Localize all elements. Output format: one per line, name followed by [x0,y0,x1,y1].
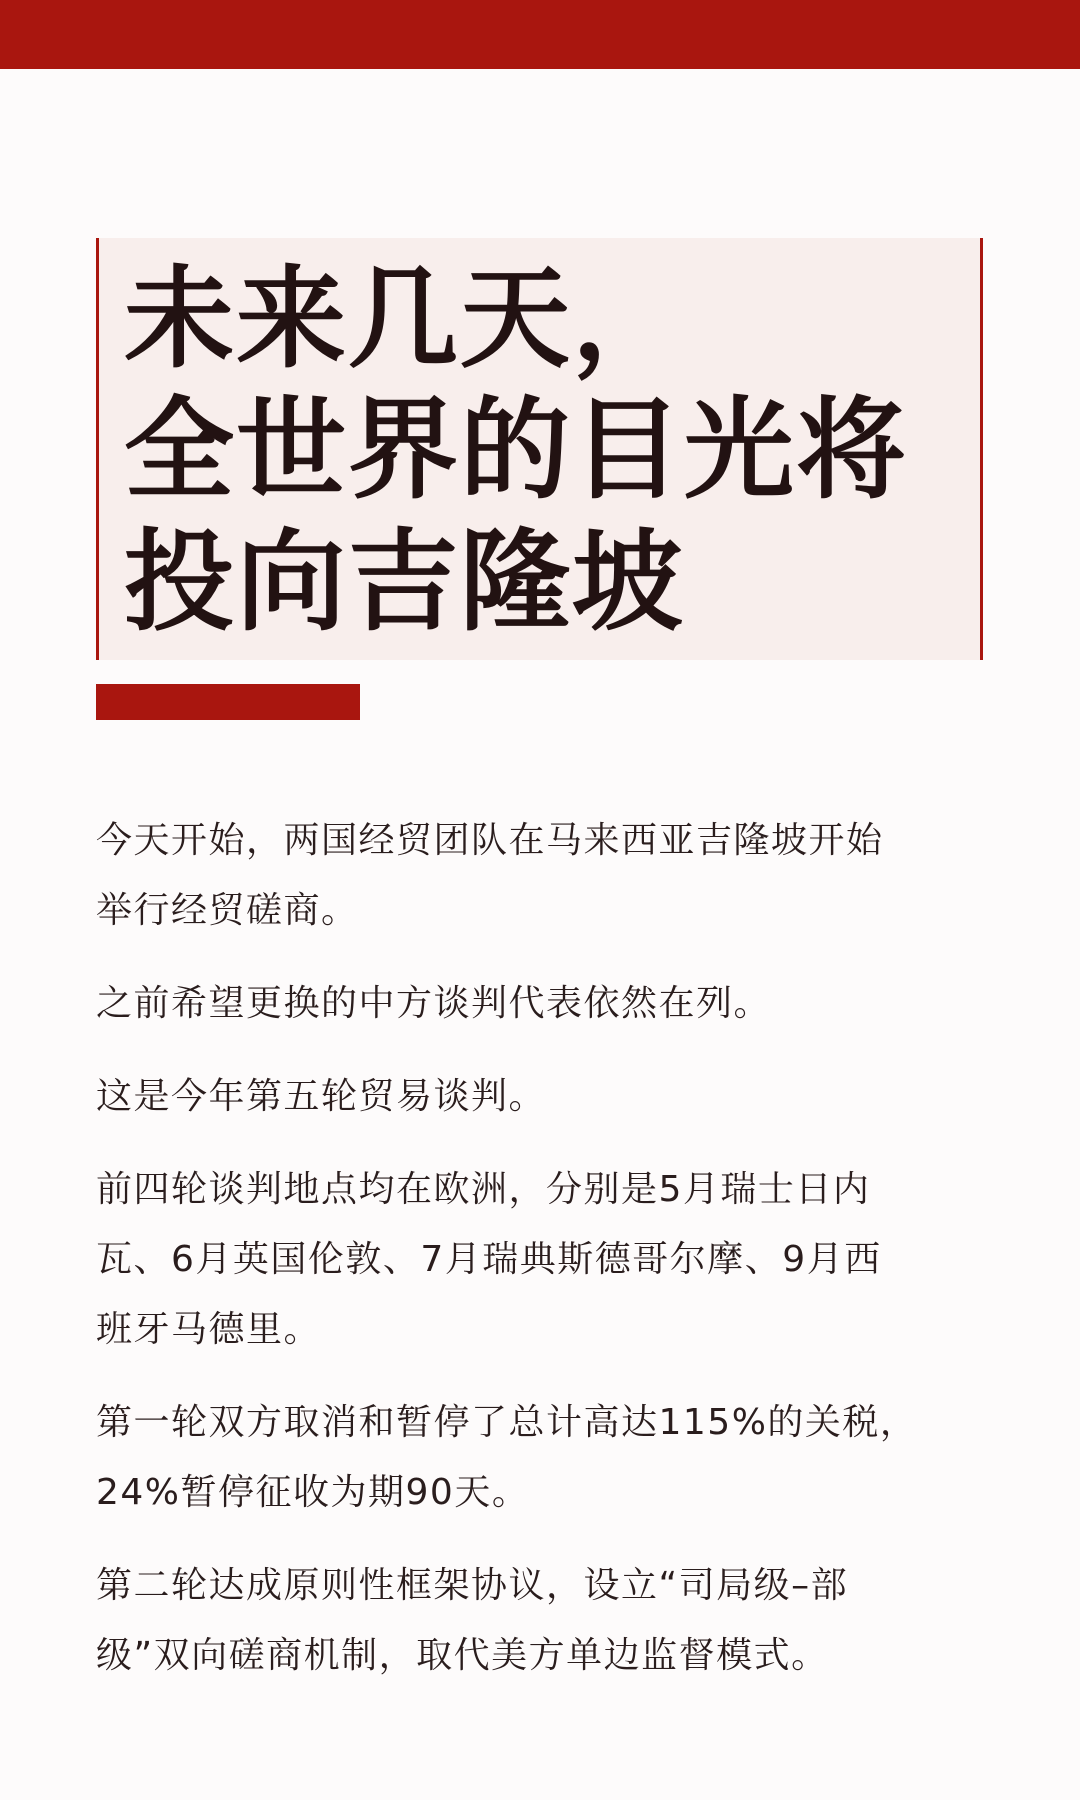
paragraph-4-line-3: 班牙马德里。 [96,1309,322,1350]
top-banner [0,0,1080,69]
paragraph-4-line-1: 前四轮谈判地点均在欧洲，分别是5月瑞士日内 [96,1169,871,1210]
paragraph-6-line-2: 级”双向磋商机制，取代美方单边监督模式。 [96,1635,829,1676]
paragraph-3-line-1: 这是今年第五轮贸易谈判。 [96,1076,547,1117]
paragraph-4 [96,1155,983,1365]
paragraph-4-line-2: 瓦、6月英国伦敦、7月瑞典斯德哥尔摩、9月西 [96,1239,882,1280]
paragraph-6-line-1: 第二轮达成原则性框架协议，设立“司局级–部 [96,1565,849,1606]
paragraph-1 [96,806,983,946]
article-body [96,806,983,1714]
paragraph-2-line-1: 之前希望更换的中方谈判代表依然在列。 [96,983,772,1024]
headline-line-2: 全世界的目光将 [124,386,908,514]
headline-line-3: 投向吉隆坡 [124,518,684,646]
paragraph-3 [96,1062,983,1132]
paragraph-2 [96,969,983,1039]
paragraph-1-line-1: 今天开始，两国经贸团队在马来西亚吉隆坡开始 [96,820,884,861]
accent-bar [96,684,360,720]
headline-box [96,238,983,660]
paragraph-5 [96,1388,983,1528]
paragraph-5-line-2: 24%暂停征收为期90天。 [96,1472,530,1513]
paragraph-1-line-2: 举行经贸磋商。 [96,890,359,931]
paragraph-6 [96,1551,983,1691]
paragraph-5-line-1: 第一轮双方取消和暂停了总计高达115%的关税， [96,1402,918,1443]
headline-line-1: 未来几天， [124,255,684,383]
